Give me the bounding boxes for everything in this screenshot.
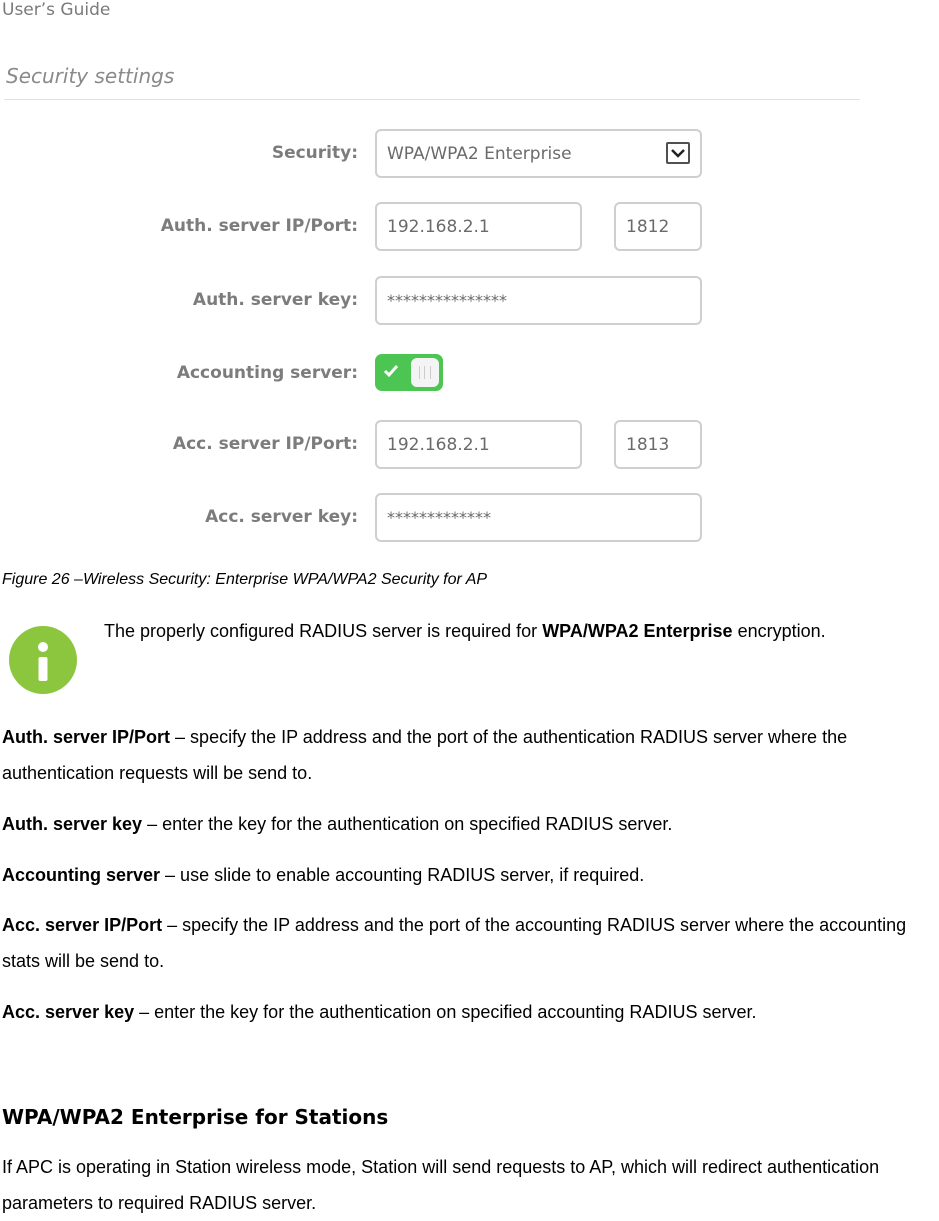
auth-server-port-input[interactable]: [614, 202, 702, 251]
desc-acc-key: [2, 994, 932, 1030]
figure-caption: Figure 26 –Wireless Security: Enterprise WPA/WPA2 Security for AP: [2, 571, 488, 588]
security-label: Security:: [271, 143, 358, 163]
desc-text: – use slide to enable accounting RADIUS server, if required.: [160, 865, 645, 885]
acc-server-label: Acc. server IP/Port:: [172, 434, 358, 454]
auth-key-input[interactable]: [375, 276, 702, 325]
title-divider: [4, 99, 860, 100]
desc-text: – enter the key for the authentication on specified accounting RADIUS server.: [134, 1002, 757, 1022]
acc-server-ip-value: 192.168.2.1: [387, 434, 490, 455]
desc-acc-server: [2, 907, 912, 979]
note-text-bold: WPA/WPA2 Enterprise: [542, 621, 733, 641]
auth-server-port-value: 1812: [626, 216, 670, 237]
accounting-label: Accounting server:: [176, 363, 358, 383]
info-icon: [9, 626, 77, 694]
chevron-down-icon[interactable]: [666, 142, 690, 164]
auth-key-label: Auth. server key:: [192, 290, 358, 310]
accounting-toggle[interactable]: [375, 354, 443, 391]
auth-server-label: Auth. server IP/Port:: [160, 216, 358, 236]
acc-server-port-input[interactable]: [614, 420, 702, 469]
desc-text: – specify the IP address and the port of the authentication RADIUS server where the authentication requests will be send to.: [2, 727, 848, 783]
desc-auth-server: [2, 719, 902, 791]
acc-key-label: Acc. server key:: [205, 507, 358, 527]
security-select[interactable]: [375, 129, 702, 178]
note-text: [104, 621, 826, 642]
auth-server-ip-input[interactable]: [375, 202, 582, 251]
acc-server-ip-input[interactable]: [375, 420, 582, 469]
acc-key-input[interactable]: [375, 493, 702, 542]
desc-term: Auth. server key: [2, 814, 143, 834]
section-text: If APC is operating in Station wireless mode, Station will send requests to AP, which will redirect authentication parameters to required RADIUS server.: [2, 1157, 880, 1213]
desc-text: – enter the key for the authentication on specified RADIUS server.: [142, 814, 673, 834]
desc-accounting-server: [2, 857, 932, 893]
acc-server-port-value: 1813: [626, 434, 670, 455]
section-heading: WPA/WPA2 Enterprise for Stations: [2, 1105, 389, 1129]
security-select-value: WPA/WPA2 Enterprise: [387, 143, 572, 164]
desc-term: Auth. server IP/Port: [2, 727, 171, 747]
page-header: User’s Guide: [2, 0, 111, 20]
acc-key-value: *************: [387, 508, 491, 527]
desc-text: – specify the IP address and the port of the accounting RADIUS server where the accounting stats will be send to.: [2, 915, 907, 971]
security-settings-title: Security settings: [6, 64, 175, 88]
desc-term: Acc. server IP/Port: [2, 915, 163, 935]
desc-auth-key: [2, 806, 932, 842]
desc-term: Acc. server key: [2, 1002, 135, 1022]
check-icon: [383, 363, 399, 379]
toggle-knob[interactable]: [411, 358, 439, 387]
auth-server-ip-value: 192.168.2.1: [387, 216, 490, 237]
note-text-after: encryption.: [732, 621, 826, 641]
desc-term: Accounting server: [2, 865, 161, 885]
note-text-before: The properly configured RADIUS server is required for: [104, 621, 543, 641]
auth-key-value: ***************: [387, 291, 507, 310]
